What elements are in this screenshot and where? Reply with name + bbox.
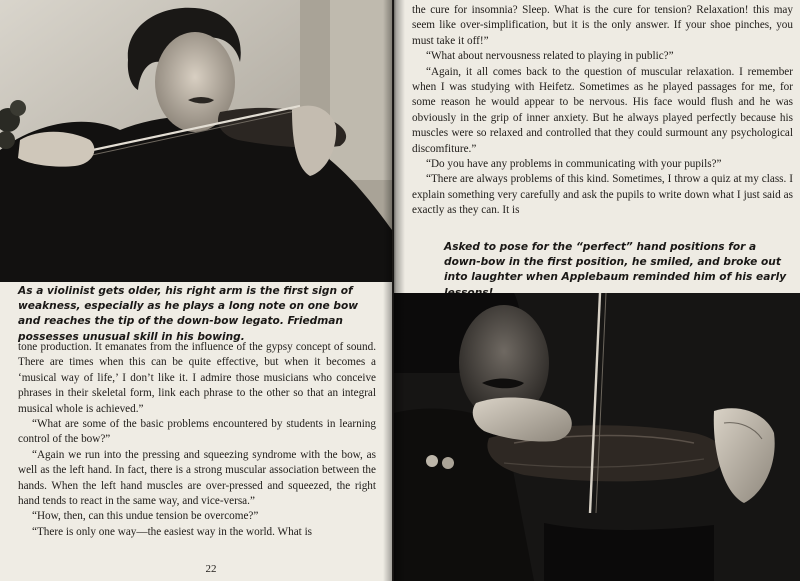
page-number: 22 [205,563,217,575]
paragraph: “Do you have any problems in communicating with your pupils?” [426,158,722,171]
paragraph: “Again we run into the pressing and squeezing syndrome with the bow, as well as the left hand. In fact, there is a strong muscular association between the hands. When the left hand muscles are over-pressed and squeezed, the right hand tends to react in the same way, and vice-versa.” [18,448,376,508]
paragraph: “How, then, can this undue tension be overcome?” [32,510,259,523]
photo-caption: Asked to pose for the “perfect” hand positions for a down-bow in the first position, he smiled, and broke out into laughter when Applebaum reminded him of his early [444,241,787,284]
paragraph: “What about nervousness related to playing in public?” [426,50,674,63]
photo-violinist-bowing-image [0,0,392,282]
left-page [0,0,392,581]
left-page-body [18,340,376,540]
paragraph: “What are some of the basic problems encountered by students in learning control of the bow?” [18,418,376,446]
right-page-body [412,3,793,219]
photo-violinist-closeup [394,293,800,581]
photo-caption: As a violinist gets older, his right arm is the first sign of weakness, especially as he plays a long note on one bow and reaches the tip of the down-bow legato. Friedman possesses unusual skill in his bowing. [18,285,359,343]
photo-violinist-closeup-image [394,293,800,581]
photo-violinist-bowing [0,0,392,282]
right-page [394,0,800,581]
paragraph: “Again, it all comes back to the question of muscular relaxation. I remember when I was studying with Heifetz. Sometimes as he played passages for me, for some reason he would appear to be nervous. His face would flush and he was obviously in the grip of inner anxiety. But he always played perfectly because his muscles were so relaxed and controlled that they could surmount any psychological discomfiture.” [412,65,793,155]
paragraph: tone production. It emanates from the influence of the gypsy concept of sound. There are times when this can be quite effective, but when it becomes a ‘musical way of life,’ I don’t like it. I admire those musicians who conceive phrases in their skeletal form, link each phrase to the other so that an integral musical whole is achieved.” [18,341,376,415]
paragraph: “There are always problems of this kind. Sometimes, I throw a quiz at my class. I explain something very carefully and ask the pupils to write down what I just said as exactly as they can. It is [412,173,793,217]
paragraph: the cure for insomnia? Sleep. What is the cure for tension? Relaxation! this may seem like over-simplification, but it is the only answer. If your shoe pinches, you must take it off!” [412,4,793,47]
paragraph: “There is only one way—the easiest way in the world. What is [32,525,313,538]
